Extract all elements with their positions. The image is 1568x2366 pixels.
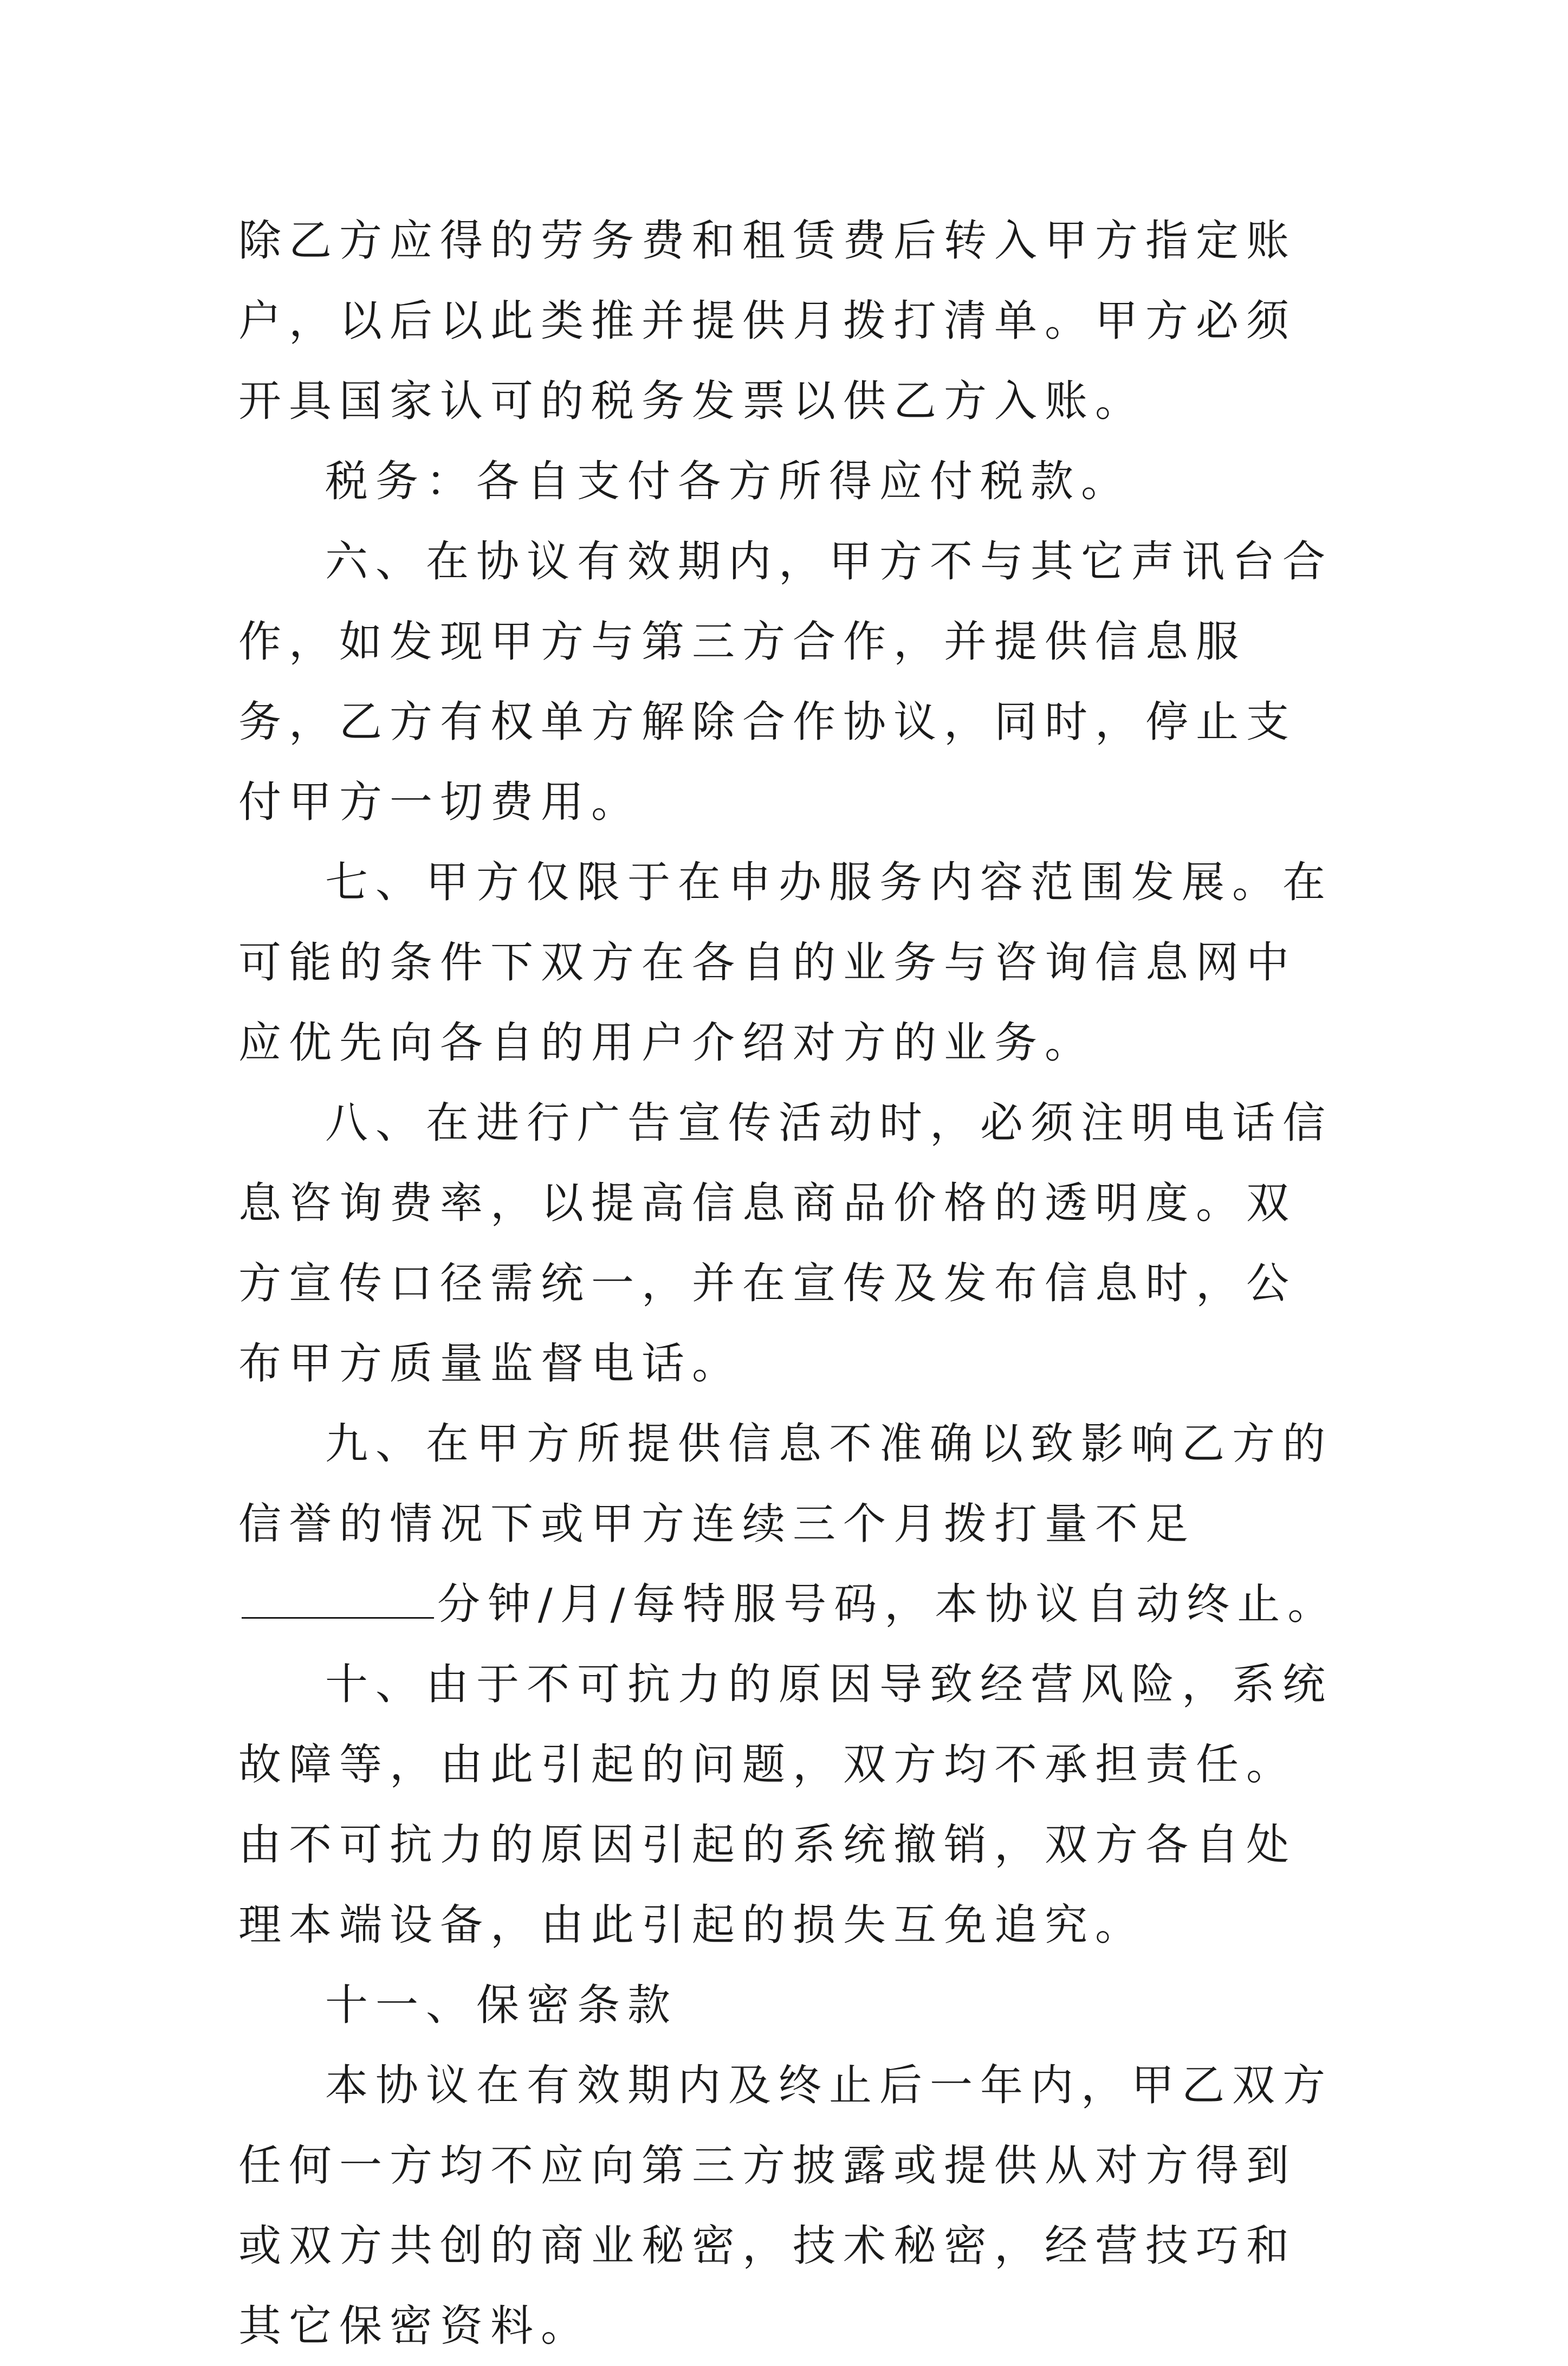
heading-clause-11: 十一、保密条款 — [325, 1980, 678, 2030]
document-body — [238, 201, 1338, 2366]
paragraph-clause-9 — [238, 1404, 1338, 1644]
paragraph-clause-7: 七、甲方仅限于在申办服务内容范围发展。在可能的条件下双方在各自的业务与咨询信息网中应优先向各自的用户介绍对方的业务。 — [238, 857, 1333, 1068]
clause-9-text-after: 分钟/月/每特服号码，本协议自动终止。 — [437, 1579, 1338, 1629]
paragraph-clause-6: 六、在协议有效期内，甲方不与其它声讯台合作，如发现甲方与第三方合作，并提供信息服务，乙方有权单方解除合作协议，同时，停止支付甲方一切费用。 — [238, 536, 1333, 827]
paragraph-clause-10: 十、由于不可抗力的原因导致经营风险，系统故障等，由此引起的问题，双方均不承担责任。由不可抗力的原因引起的系统撤销，双方各自处理本端设备，由此引起的损失互免追究。 — [238, 1659, 1333, 1950]
clause-9-text-before: 九、在甲方所提供信息不准确以致影响乙方的信誉的情况下或甲方连续三个月拨打量不足 — [238, 1419, 1333, 1549]
fill-in-blank-line — [242, 1615, 434, 1619]
paragraph-confidentiality: 本协议在有效期内及终止后一年内，甲乙双方任何一方均不应向第三方披露或提供从对方得到或双方共创的商业秘密，技术秘密，经营技巧和其它保密资料。 — [238, 2060, 1333, 2351]
paragraph-payment-continuation: 除乙方应得的劳务费和租赁费后转入甲方指定账户，以后以此类推并提供月拨打清单。甲方必须开具国家认可的税务发票以供乙方入账。 — [238, 216, 1297, 426]
paragraph-clause-8: 八、在进行广告宣传活动时，必须注明电话信息咨询费率，以提高信息商品价格的透明度。双方宣传口径需统一，并在宣传及发布信息时，公布甲方质量监督电话。 — [238, 1098, 1333, 1388]
paragraph-tax: 税务：各自支付各方所得应付税款。 — [325, 456, 1131, 506]
